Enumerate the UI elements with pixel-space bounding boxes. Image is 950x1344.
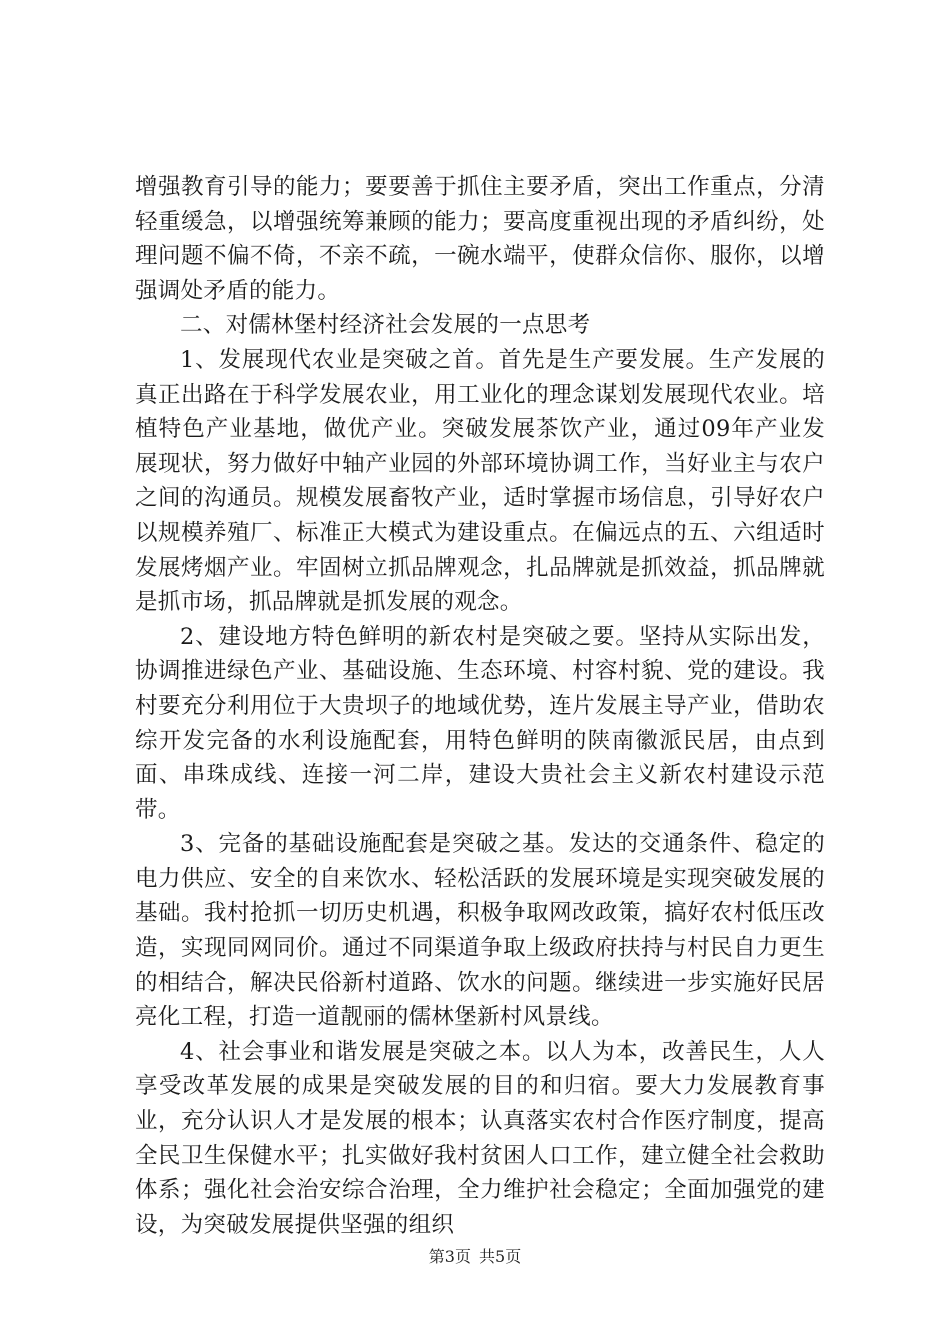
document-body [135, 170, 825, 1242]
paragraph-point-3: 3、完备的基础设施配套是突破之基。发达的交通条件、稳定的电力供应、安全的自来饮水、轻松活跃的发展环境是实现突破发展的基础。我村抢抓一切历史机遇，积极争取网改政策，搞好农村低压改造，实现同网同价。通过不同渠道争取上级政府扶持与村民自力更生的相结合，解决民俗新村道路、饮水的问题。继续进一步实施好民居亮化工程，打造一道靓丽的儒林堡新村风景线。 [135, 831, 825, 1031]
paragraph-point-1: 1、发展现代农业是突破之首。首先是生产要发展。生产发展的真正出路在于科学发展农业，用工业化的理念谋划发展现代农业。培植特色产业基地，做优产业。突破发展茶饮产业，通过09年产业发展现状，努力做好中轴产业园的外部环境协调工作，当好业主与农户之间的沟通员。规模发展畜牧产业，适时掌握市场信息，引导好农户以规模养殖厂、标准正大模式为建设重点。在偏远点的五、六组适时发展烤烟产业。牢固树立抓品牌观念，扎品牌就是抓效益，抓品牌就是抓市场，抓品牌就是抓发展的观念。 [135, 346, 825, 616]
paragraph-point-2: 2、建设地方特色鲜明的新农村是突破之要。坚持从实际出发，协调推进绿色产业、基础设施、生态环境、村容村貌、党的建设。我村要充分利用位于大贵坝子的地域优势，连片发展主导产业，借助农综开发完备的水利设施配套，用特色鲜明的陕南徽派民居，由点到面、串珠成线、连接一河二岸，建设大贵社会主义新农村建设示范带。 [135, 623, 825, 823]
paragraph-continuation: 增强教育引导的能力；要要善于抓住主要矛盾，突出工作重点，分清轻重缓急，以增强统筹兼顾的能力；要高度重视出现的矛盾纠纷，处理问题不偏不倚，不亲不疏，一碗水端平，使群众信你、服你，以增强调处矛盾的能力。 [135, 174, 825, 304]
paragraph-point-4: 4、社会事业和谐发展是突破之本。以人为本，改善民生，人人享受改革发展的成果是突破发展的目的和归宿。要大力发展教育事业，充分认识人才是发展的根本；认真落实农村合作医疗制度，提高全民卫生保健水平；扎实做好我村贫困人口工作，建立健全社会救助体系；强化社会治安综合治理，全力维护社会稳定；全面加强党的建设，为突破发展提供坚强的组织 [135, 1038, 825, 1238]
page-number-footer: 第3页 共5页 [428, 1247, 522, 1266]
section-heading: 二、对儒林堡村经济社会发展的一点思考 [180, 312, 591, 339]
